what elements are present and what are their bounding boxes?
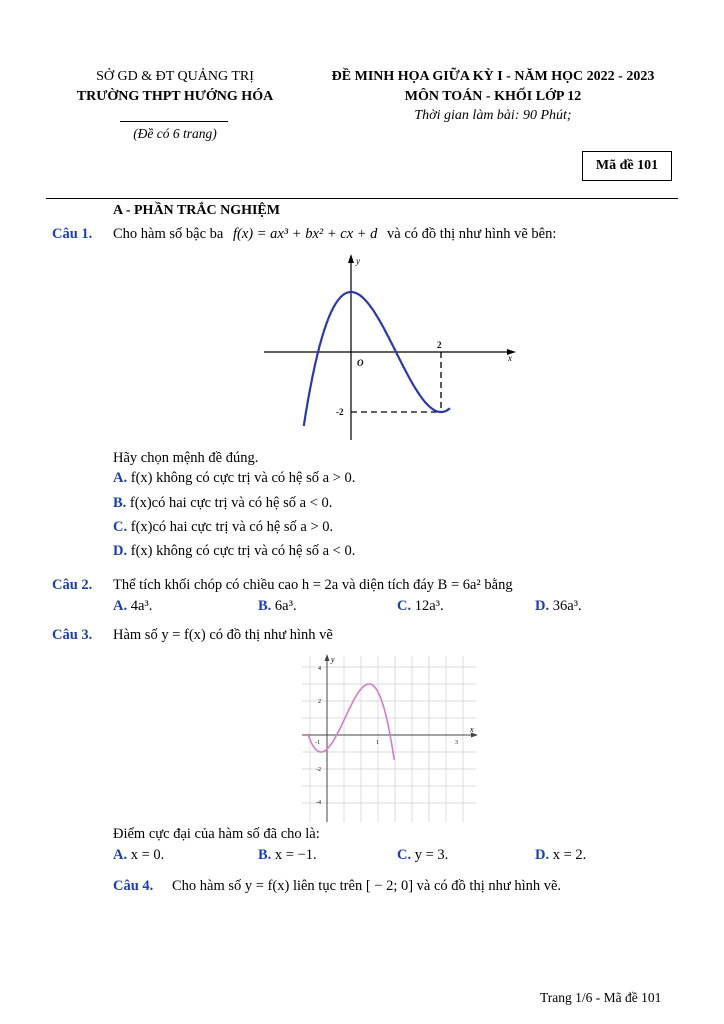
question-3-text: Hàm số y = f(x) có đồ thị như hình vẽ: [113, 627, 333, 643]
q3-option-c[interactable]: C. y = 3.: [397, 847, 449, 863]
q3-tick-y-m4: -4: [316, 800, 321, 806]
page-footer: Trang 1/6 - Mã đề 101: [540, 990, 662, 1005]
school-department: SỞ GD & ĐT QUẢNG TRỊ: [96, 69, 254, 84]
q1-tick-2: 2: [437, 340, 442, 350]
q1-tick-minus-2: -2: [336, 407, 344, 417]
question-2-label: Câu 2.: [52, 577, 93, 593]
q3-tick-x-m1: -1: [315, 740, 320, 746]
q2-option-a[interactable]: A. 4a³.: [113, 598, 153, 614]
question-4-text: Cho hàm số y = f(x) liên tục trên [ − 2; 0] và có đồ thị như hình vẽ.: [172, 878, 562, 894]
question-1-text: Cho hàm số bậc ba f(x) = ax³ + bx² + cx + d và có đồ thị như hình vẽ bên:: [113, 226, 557, 242]
time-limit: Thời gian làm bài: 90 Phút;: [414, 108, 572, 123]
exam-title: ĐỀ MINH HỌA GIỮA KỲ I - NĂM HỌC 2022 - 2023: [331, 69, 655, 84]
header-rule: [46, 198, 678, 199]
question-1-label: Câu 1.: [52, 226, 93, 242]
q1-option-a[interactable]: A. f(x) không có cực trị và có hệ số a > 0.: [113, 470, 356, 486]
question-4-label: Câu 4.: [113, 878, 154, 894]
q3-option-b[interactable]: B. x = −1.: [258, 847, 317, 863]
q1-option-d[interactable]: D. f(x) không có cực trị và có hệ số a < 0.: [113, 543, 356, 559]
header-divider: [120, 121, 228, 122]
q3-option-d[interactable]: D. x = 2.: [535, 847, 587, 863]
q3-x-label: x: [470, 725, 474, 734]
q2-option-d[interactable]: D. 36a³.: [535, 598, 582, 614]
q1-origin-label: O: [357, 358, 364, 368]
q1-y-label: y: [356, 256, 360, 266]
q1-x-label: x: [508, 353, 512, 363]
question-3-label: Câu 3.: [52, 627, 93, 643]
q1-option-c[interactable]: C. f(x)có hai cực trị và có hệ số a > 0.: [113, 519, 334, 535]
question-1-prompt: Hãy chọn mệnh đề đúng.: [113, 450, 259, 466]
question-2-text: Thể tích khối chóp có chiều cao h = 2a và diện tích đáy B = 6a² bằng: [113, 577, 513, 593]
exam-code-box: Mã đề 101: [582, 151, 672, 181]
question-1-graph: [260, 252, 524, 442]
q3-tick-y-2: 2: [318, 699, 321, 705]
q3-tick-y-4: 4: [318, 666, 321, 672]
question-3-prompt: Điểm cực đại của hàm số đã cho là:: [113, 826, 320, 842]
page-count-note: (Đề có 6 trang): [133, 126, 217, 141]
q3-tick-x-1: 1: [376, 740, 379, 746]
school-name: TRƯỜNG THPT HƯỚNG HÓA: [76, 89, 274, 104]
q1-option-b[interactable]: B. f(x)có hai cực trị và có hệ số a < 0.: [113, 495, 333, 511]
q3-option-a[interactable]: A. x = 0.: [113, 847, 165, 863]
q3-function-curve: [308, 684, 394, 760]
q2-option-b[interactable]: B. 6a³.: [258, 598, 297, 614]
q2-option-c[interactable]: C. 12a³.: [397, 598, 444, 614]
subject-line: MÔN TOÁN - KHỐI LỚP 12: [404, 89, 582, 104]
q3-y-label: y: [331, 655, 335, 664]
q1-function-curve: [304, 292, 450, 426]
question-3-graph: [298, 652, 480, 824]
section-title: A - PHẦN TRẮC NGHIỆM: [113, 203, 280, 218]
q3-tick-x-3: 3: [455, 740, 458, 746]
q3-tick-y-m2: -2: [316, 767, 321, 773]
